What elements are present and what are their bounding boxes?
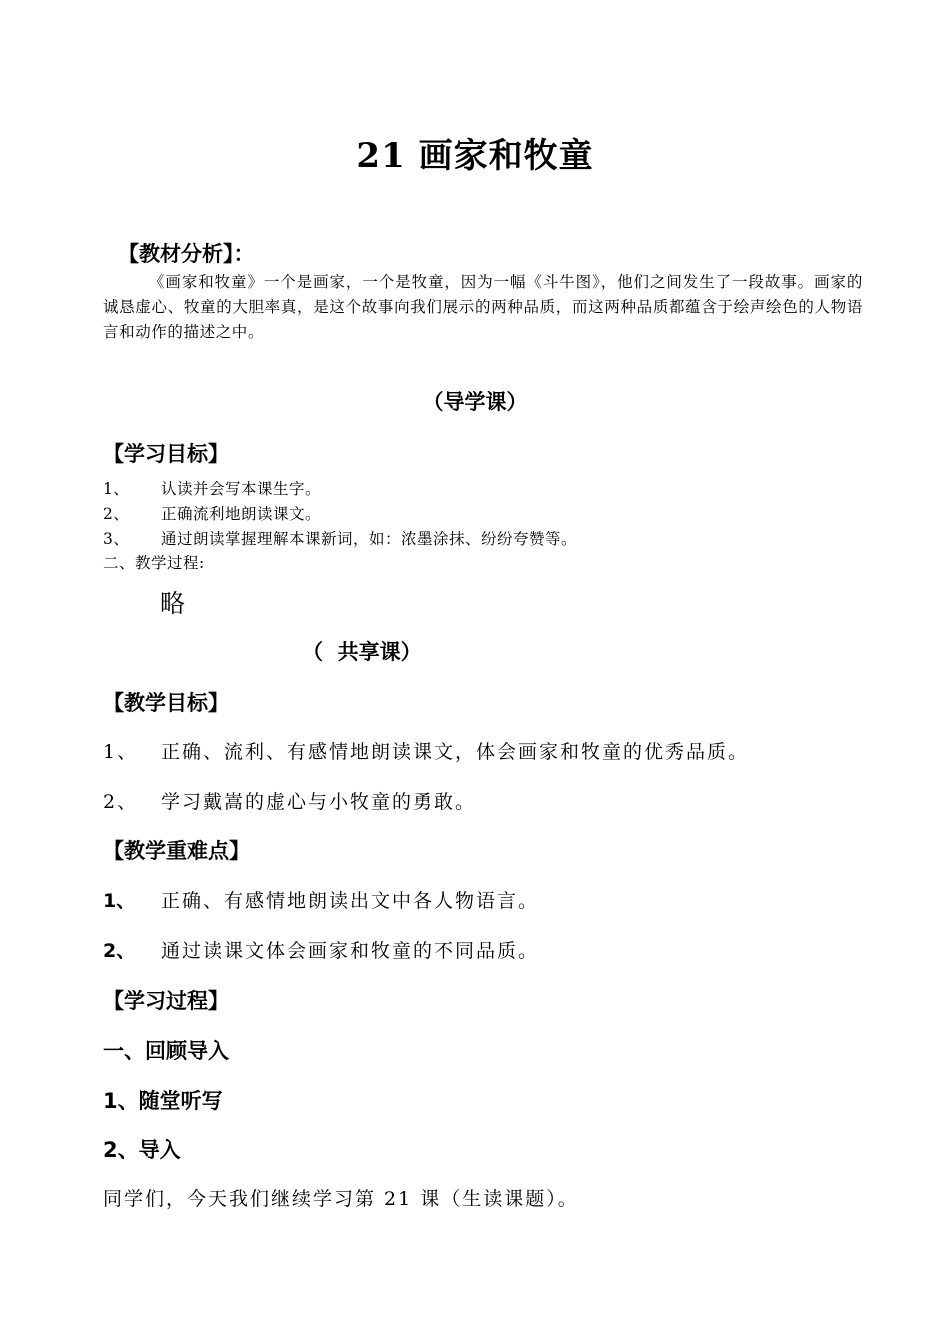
list-item-number: 1、	[103, 741, 139, 763]
list-item-number: 1、	[103, 480, 130, 498]
list-item-text: 学习戴嵩的虚心与小牧童的勇敢。	[161, 791, 477, 813]
learning-process-heading: 【学习过程】	[103, 989, 229, 1013]
key-points-heading: 【教学重难点】	[103, 839, 250, 863]
list-item-number: 2、	[103, 940, 136, 962]
intro-text: 同学们，今天我们继续学习第 21 课（生读课题）。	[103, 1188, 579, 1210]
learning-goals-heading: 【学习目标】	[103, 442, 229, 466]
list-item-text: 正确、有感情地朗读出文中各人物语言。	[161, 890, 540, 912]
list-item-number: 3、	[103, 530, 130, 548]
list-item-number: 1、	[103, 890, 136, 912]
section-heading: 一、回顾导入	[103, 1039, 229, 1063]
page-title: 21 画家和牧童	[356, 136, 594, 176]
list-item	[103, 936, 539, 963]
list-item-text: 正确、流利、有感情地朗读课文，体会画家和牧童的优秀品质。	[161, 741, 750, 763]
step-heading: 1、随堂听写	[103, 1089, 223, 1113]
step-heading: 2、导入	[103, 1138, 181, 1162]
process-label: 二、教学过程:	[103, 554, 205, 572]
list-item	[103, 737, 749, 764]
list-item-text: 正确流利地朗读课文。	[161, 505, 322, 523]
list-item	[103, 502, 321, 524]
list-item	[103, 477, 321, 499]
analysis-heading: 【教材分析】：	[118, 242, 255, 266]
list-item-number: 2、	[103, 791, 139, 813]
list-item-text: 通过朗读掌握理解本课新词，如：浓墨涂抹、纷纷夸赞等。	[161, 530, 578, 548]
list-item-text: 通过读课文体会画家和牧童的不同品质。	[161, 940, 540, 962]
teaching-goals-heading: 【教学目标】	[103, 691, 229, 715]
list-item-text: 认读并会写本课生字。	[161, 480, 322, 498]
list-item	[103, 787, 476, 814]
list-item-number: 2、	[103, 505, 130, 523]
analysis-paragraph: 《画家和牧童》一个是画家，一个是牧童，因为一幅《斗牛图》，他们之间发生了一段故事。画家的诚恳虚心、牧童的大胆率真，是这个故事向我们展示的两种品质，而这两种品质都蕴含于绘声绘色的人物语言和动作的描述之中。	[103, 273, 863, 341]
process-text: 略	[160, 589, 186, 618]
list-item	[103, 886, 539, 913]
shared-lesson-heading: （ 共享课）	[302, 640, 422, 664]
list-item	[103, 527, 577, 549]
guide-lesson-heading: （导学课）	[422, 390, 528, 414]
